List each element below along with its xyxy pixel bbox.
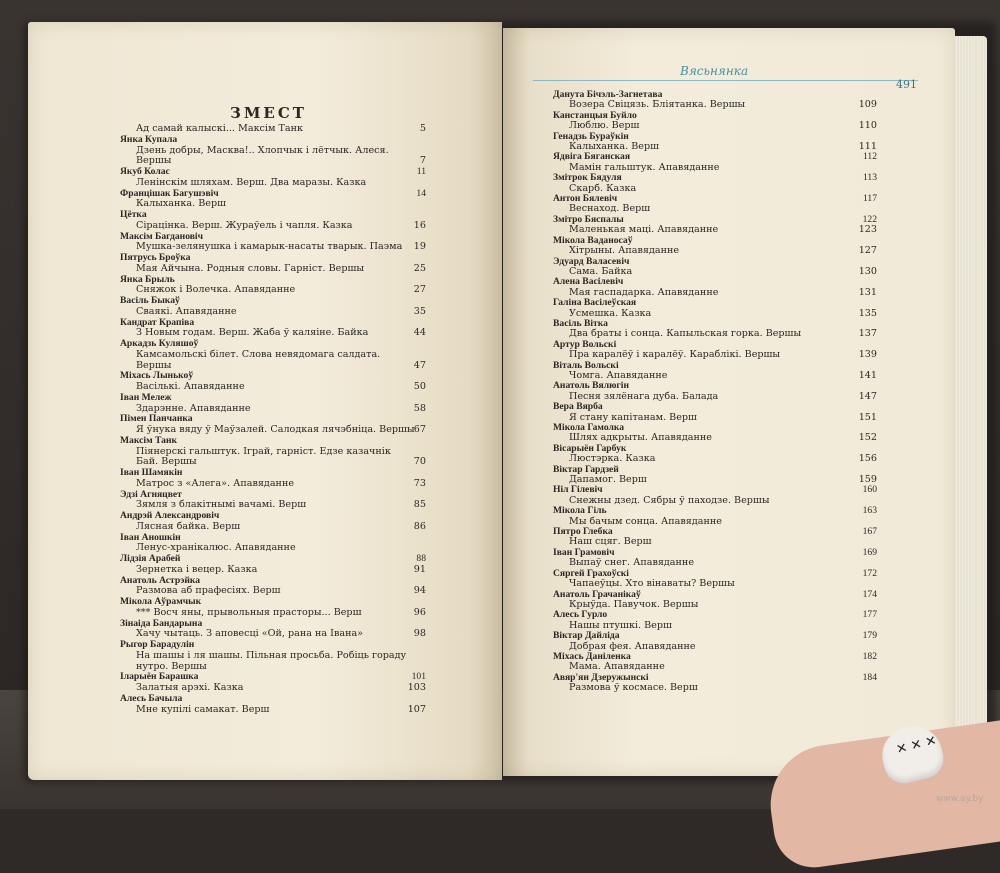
- toc-entry-text: Размова ў космасе. Верш: [569, 682, 698, 694]
- toc-page-number: 112: [862, 151, 877, 163]
- toc-entry-text: Вершы: [136, 155, 172, 167]
- toc-entry-text: Іван Шамякін: [120, 467, 183, 478]
- toc-entry-text: Ніл Гілевіч: [553, 484, 603, 496]
- toc-page-number: 117: [862, 193, 877, 205]
- toc-entry-text: Янка Купала: [120, 133, 178, 145]
- toc-page-number: 169: [862, 546, 877, 558]
- toc-entry-text: Андрэй Александровіч: [120, 510, 220, 521]
- toc-entry-text: Зямля з блакітнымі вачамі. Верш: [136, 499, 307, 511]
- toc-entry: [120, 705, 426, 716]
- toc-page-number: 122: [862, 213, 877, 225]
- toc-entry-text: Мая гаспадарка. Апавяданне: [569, 286, 719, 298]
- toc-page-number: 5: [419, 123, 426, 134]
- toc-entry-text: Матрос з «Алега». Апавяданне: [136, 477, 295, 489]
- toc-entry-text: Здарэнне. Апавяданне: [136, 402, 251, 414]
- toc-page-number: 107: [407, 703, 426, 715]
- toc-entry-text: Крыўда. Павучок. Вершы: [569, 598, 699, 610]
- toc-entry: [120, 199, 426, 210]
- toc-entry-text: Генадзь Бураўкін: [553, 130, 629, 142]
- toc-entry-text: Анатоль Астрэйка: [120, 574, 201, 586]
- toc-page-number: 86: [413, 520, 426, 532]
- toc-page-number: 14: [416, 187, 426, 199]
- toc-entry-text: Сняжок і Волечка. Апавяданне: [136, 284, 296, 296]
- toc-page-number: 147: [858, 390, 877, 402]
- toc-entry-text: Іларыён Барашка: [120, 671, 199, 683]
- toc-page-number: 25: [413, 262, 426, 274]
- toc-entry-text: Віктар Дайліда: [553, 630, 620, 642]
- toc-entry-text: Мікола Ваданосаў: [553, 234, 633, 246]
- toc-entry-text: Мая Айчына. Родныя словы. Гарніст. Вершы: [136, 262, 365, 274]
- toc-entry-text: Лясная байка. Верш: [136, 520, 241, 532]
- toc-entry-text: Я стану капітанам. Верш: [569, 411, 697, 423]
- toc-entry-text: Алесь Гурло: [553, 609, 608, 621]
- toc-entry-text: Янка Брыль: [120, 273, 175, 285]
- toc-entry-text: Віталь Вольскі: [553, 359, 619, 371]
- toc-page-number: 101: [411, 671, 426, 683]
- toc-title: ЗМЕСТ: [230, 104, 307, 122]
- toc-entry-text: Мы бачым сонца. Апавяданне: [569, 515, 722, 527]
- toc-entry-text: Наш сцяг. Верш: [569, 536, 652, 548]
- toc-entry-text: Калыханка. Верш: [136, 198, 227, 210]
- page-number: 491: [896, 78, 917, 91]
- toc-page-number: 182: [862, 650, 877, 662]
- toc-entry-text: Вісарыён Гарбук: [553, 442, 627, 454]
- toc-entry-text: Дзень добры, Масква!.. Хлопчык і лётчык. Алеся.: [136, 144, 389, 156]
- toc-entry-text: Вершы: [136, 359, 172, 371]
- toc-entry-text: Васіль Быкаў: [120, 295, 180, 306]
- toc-page-number: 58: [413, 402, 426, 414]
- toc-entry-text: Зінаіда Бандарына: [120, 617, 203, 629]
- toc-page-number: 109: [858, 99, 877, 111]
- toc-entry-text: Міхась Лынькоў: [120, 370, 194, 382]
- toc-entry-text: Алесь Бачыла: [120, 692, 183, 704]
- toc-page-number: 159: [858, 474, 877, 486]
- toc-page-number: 47: [413, 359, 426, 371]
- toc-entry-text: *** Восч яны, прывольныя прасторы... Верш: [136, 606, 362, 618]
- toc-page-number: 94: [413, 585, 426, 597]
- toc-page-number: 141: [858, 369, 877, 381]
- toc-entry-text: З Новым годам. Верш. Жаба ў каляіне. Байка: [136, 327, 369, 339]
- watermark: www.ay.by: [936, 794, 984, 804]
- toc-page-number: 96: [413, 606, 426, 618]
- header-rule: [533, 80, 918, 81]
- toc-entry-text: Мамін гальштук. Апавяданне: [569, 161, 720, 173]
- toc-entry-text: Якуб Колас: [120, 166, 170, 177]
- toc-entry-text: Калыханка. Верш: [569, 141, 660, 153]
- toc-entry-text: Галіна Васілеўская: [553, 297, 637, 309]
- toc-entry-text: Мікола Гіль: [553, 505, 607, 517]
- toc-entry-text: Два браты і сонца. Капыльская горка. Вершы: [569, 328, 802, 340]
- toc-entry-text: Мушка-зелянушка і камарык-насаты тварык. Паэма: [136, 241, 403, 253]
- toc-page-number: 91: [413, 563, 426, 575]
- toc-page-number: 16: [413, 219, 426, 231]
- toc-page-number: 174: [862, 588, 877, 600]
- toc-entry-text: Лідзія Арабей: [120, 553, 181, 564]
- toc-list-left: [120, 124, 426, 715]
- toc-entry-text: Алена Васілевіч: [553, 276, 624, 288]
- toc-entry-text: Ленінскім шляхам. Верш. Два маразы. Казка: [136, 176, 367, 188]
- toc-entry-text: Мікола Гамолка: [553, 422, 625, 433]
- toc-page-number: 111: [858, 141, 877, 153]
- toc-entry-text: Добрая фея. Апавяданне: [569, 640, 696, 652]
- toc-entry-text: Віктар Гардзей: [553, 463, 619, 475]
- toc-entry-text: Ядвіга Бяганская: [553, 151, 631, 163]
- toc-entry-text: Максім Багдановіч: [120, 230, 204, 242]
- toc-entry-text: Артур Вольскі: [553, 338, 617, 350]
- toc-page-number: 85: [413, 499, 426, 511]
- toc-entry-text: Вера Вярба: [553, 401, 603, 413]
- toc-list-right: [553, 90, 877, 694]
- toc-entry-text: Камсамольскі білет. Слова невядомага салдата.: [136, 348, 381, 360]
- running-head: Вясьнянка: [680, 64, 749, 78]
- toc-entry-text: Хітрыны. Апавяданне: [569, 245, 680, 257]
- toc-page-number: 135: [858, 307, 877, 319]
- nail-art: ✕ ✕ ✕: [894, 733, 939, 758]
- toc-page-number: 163: [862, 505, 877, 517]
- toc-page-number: 137: [858, 328, 877, 340]
- toc-entry-text: Іван Аношкін: [120, 531, 181, 543]
- toc-entry-text: Эдуард Валасевіч: [553, 255, 630, 267]
- toc-page-number: 152: [858, 432, 877, 444]
- toc-entry-text: Пімен Панчанка: [120, 413, 193, 425]
- toc-entry-text: Аркадзь Куляшоў: [120, 338, 199, 349]
- toc-entry-text: Песня зялёнага дуба. Балада: [569, 390, 719, 402]
- toc-page-number: 172: [862, 567, 877, 579]
- toc-entry-text: Антон Бялевіч: [553, 193, 618, 205]
- toc-entry-text: Сірацінка. Верш. Жураўель і чапля. Казка: [136, 219, 353, 231]
- toc-page-number: 35: [413, 305, 426, 317]
- toc-entry-text: Веснаход. Верш: [569, 203, 651, 215]
- toc-entry-text: Выпаў снег. Апавяданне: [569, 557, 694, 569]
- toc-entry-text: Люблю. Верш: [569, 120, 640, 132]
- toc-entry-text: Пра каралёў і каралёў. Караблікі. Вершы: [569, 349, 781, 361]
- toc-page-number: 130: [858, 265, 877, 277]
- toc-entry-text: Пятрусь Броўка: [120, 252, 191, 263]
- toc-entry-text: На шашы і ля шашы. Пільная просьба. Робіць гораду: [136, 649, 407, 661]
- toc-entry-text: Рыгор Барадулін: [120, 639, 195, 650]
- toc-entry-text: Францішак Багушэвіч: [120, 187, 219, 199]
- toc-page-number: 110: [858, 120, 877, 132]
- toc-entry-text: Я ўнука вяду ў Маўзалей. Салодкая лячэбніца. Вершы: [136, 424, 415, 435]
- toc-page-number: 113: [862, 172, 877, 184]
- toc-entry-text: Чомга. Апавяданне: [569, 369, 668, 381]
- toc-entry-text: Іван Грамовіч: [553, 546, 615, 558]
- toc-page-number: 184: [862, 671, 877, 683]
- toc-page-number: 160: [862, 484, 877, 496]
- toc-entry-text: Зернетка і вецер. Казка: [136, 563, 258, 575]
- toc-entry-text: Размова аб прафесіях. Верш: [136, 585, 281, 597]
- toc-entry-text: Залатыя арэхі. Казка: [136, 682, 244, 693]
- toc-entry-text: Скарб. Казка: [569, 182, 637, 194]
- toc-page-number: 44: [413, 327, 426, 339]
- toc-entry-text: Сваякі. Апавяданне: [136, 305, 237, 317]
- toc-entry-text: Ленус-хранікалюс. Апавяданне: [136, 542, 296, 554]
- toc-entry-text: Сяргей Грахоўскі: [553, 567, 629, 579]
- toc-page-number: 27: [413, 284, 426, 296]
- toc-page-number: 103: [407, 682, 426, 693]
- toc-page-number: 11: [416, 166, 426, 177]
- toc-entry-text: Шлях адкрыты. Апавяданне: [569, 432, 712, 444]
- toc-page-number: 98: [413, 628, 426, 640]
- toc-page-number: 70: [413, 456, 426, 468]
- toc-entry-text: Іван Мележ: [120, 391, 172, 403]
- toc-page-number: 177: [862, 609, 877, 621]
- toc-entry-text: Цётка: [120, 209, 147, 220]
- toc-entry-text: Дапамог. Верш: [569, 474, 647, 486]
- toc-page-number: 156: [858, 453, 877, 465]
- toc-entry-text: Люстэрка. Казка: [569, 453, 656, 465]
- toc-entry-text: Возера Свіцязь. Бліятанка. Вершы: [569, 99, 746, 111]
- toc-entry-text: Канстанцыя Буйло: [553, 109, 637, 121]
- toc-entry: [553, 683, 877, 693]
- toc-entry-text: Хачу чытаць. З аповесці «Ой, рана на Івана»: [136, 628, 364, 640]
- toc-entry-text: Сама. Байка: [569, 265, 633, 277]
- toc-entry-text: Васількі. Апавяданне: [136, 381, 245, 392]
- toc-page-number: 131: [858, 286, 877, 298]
- toc-entry-text: Эдзі Агняцвет: [120, 488, 182, 500]
- toc-entry-text: Чапаеўцы. Хто вінаваты? Вершы: [569, 578, 735, 590]
- toc-page-number: 88: [416, 553, 426, 564]
- toc-entry-text: Анатоль Грачанікаў: [553, 588, 641, 600]
- toc-entry-text: Данута Бічэль-Загнетава: [553, 89, 663, 100]
- toc-entry-text: Мама. Апавяданне: [569, 661, 665, 673]
- toc-entry-text: Піянерскі гальштук. Ігрaй, гарніст. Едзе казачнік: [136, 445, 391, 457]
- toc-entry-text: Змітрок Бядуля: [553, 172, 622, 184]
- toc-page-number: 127: [858, 245, 877, 257]
- toc-entry-text: Змітро Бяспалы: [553, 213, 624, 225]
- toc-page-number: 167: [862, 526, 877, 538]
- toc-entry-text: Мікола Аўрамчык: [120, 596, 202, 607]
- toc-entry-text: Нашы птушкі. Верш: [569, 619, 672, 631]
- toc-entry-text: Кандрат Крапіва: [120, 316, 195, 328]
- toc-page-number: 151: [858, 411, 877, 423]
- toc-page-number: 139: [858, 349, 877, 361]
- toc-entry-text: Ад самай калыскі... Максім Танк: [136, 123, 304, 134]
- toc-page-number: 73: [413, 477, 426, 489]
- toc-entry-text: Бай. Вершы: [136, 456, 197, 468]
- toc-entry-text: Мне купілі самакат. Верш: [136, 703, 270, 715]
- toc-page-number: 179: [862, 630, 877, 642]
- toc-entry-text: Маленькая маці. Апавяданне: [569, 224, 719, 236]
- toc-entry-text: Максім Танк: [120, 434, 178, 446]
- toc-page-number: 19: [413, 241, 426, 253]
- toc-entry-text: Міхась Даніленка: [553, 650, 631, 662]
- toc-entry-text: Авяр'ян Дзеружынскі: [553, 671, 649, 683]
- toc-entry-text: нутро. Вершы: [136, 660, 207, 672]
- toc-page-number: 67: [413, 424, 426, 435]
- toc-page-number: 50: [413, 381, 426, 392]
- toc-entry-text: Усмешка. Казка: [569, 307, 652, 319]
- toc-entry-text: Пятро Глебка: [553, 526, 613, 538]
- page-edges: [955, 36, 987, 752]
- toc-entry-text: Васіль Вітка: [553, 317, 608, 329]
- toc-page-number: 7: [419, 155, 426, 167]
- toc-page-number: 123: [858, 224, 877, 236]
- toc-entry-text: Анатоль Вялюгін: [553, 380, 629, 392]
- toc-entry-text: Снежны дзед. Сябры ў паходзе. Вершы: [569, 494, 770, 506]
